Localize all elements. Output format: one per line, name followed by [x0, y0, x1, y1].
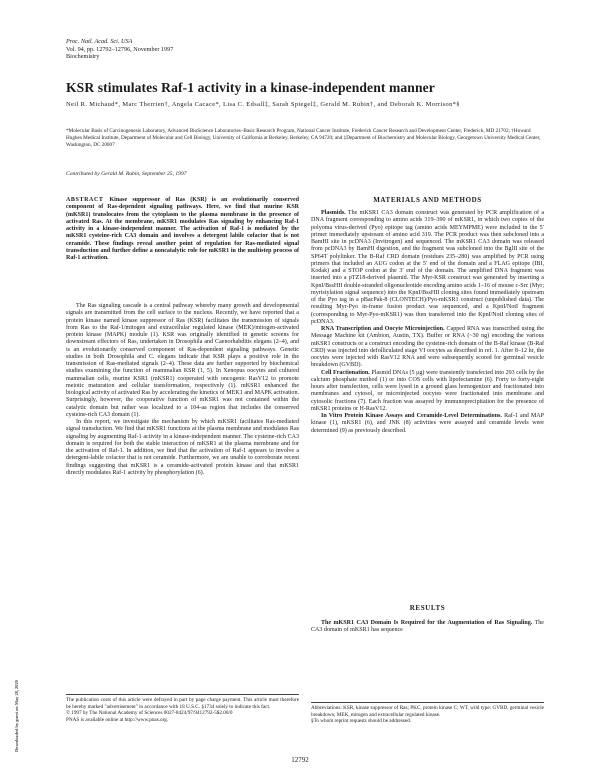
results-subhead: The mKSR1 CA3 Domain Is Required for the Augmentation of Ras Signaling.: [321, 620, 533, 626]
footnote-divider-right: [311, 702, 544, 703]
download-watermark: Downloaded by guest on May 28, 2020: [14, 680, 19, 752]
methods-plasmids-head: Plasmids.: [321, 210, 346, 216]
footnote-publication-costs: The publication costs of this article were defrayed in part by page charge payment. This article must therefore be hereby marked "advertisement" in accordance with 18 U.S.C. §1734 solely to indicate this fact.: [66, 697, 299, 710]
introduction: [66, 303, 299, 477]
abstract: [66, 197, 299, 263]
footnote-online: PNAS is available online at http://www.pnas.org.: [66, 716, 169, 723]
footnote-right: [311, 705, 544, 725]
journal-header: [66, 38, 173, 61]
methods-rna-head: RNA Transcription and Oocyte Microinjection.: [321, 326, 445, 332]
footnote-left: [66, 697, 299, 723]
journal-volume: Vol. 94, pp. 12792–12796, November 1997: [66, 45, 174, 53]
intro-paragraph-1: The Ras signaling cascade is a central pathway whereby many growth and developmental signals are transmitted from the cell surface to the nucleus. Recently, we have reported that a protein kinase named kinase suppressor of Ras (KSR) facilitates the transmission of signals from Ras to the Raf-1/mitogen and extracellular regulated kinase (MEK)/mitogen-activated protein kinase (MAPK) module (1). KSR was originally identified in genetic screens for downstream effectors of Ras, undertaken in Drosophila and Caenorhabditis elegans (2–4), and is an evolutionarily conserved component of Ras-dependent signaling pathways. Genetic studies in both Drosophila and C. elegans indicate that KSR plays a positive role in the transmission of Ras-mediated signals (2–4). These data are further supported by biochemical studies examining the function of mammalian KSR (1, 5). In Xenopus oocytes and cultured mammalian cells, murine KSR1 (mKSR1) cooperated with oncogenic RasV12 to promote meiotic maturation and cellular transformation, respectively (1). mKSR1 enhanced the biological activity of activated Ras by accelerating the kinetics of MEK1 and MAPK activation. Surprisingly, however, the cooperative function of mKSR1 was not contained within the catalytic domain but rather was localized to a 104-aa region that includes the conserved cysteine-rich CA3 domain (1).: [66, 303, 299, 418]
page-number: 12792: [291, 756, 309, 764]
author-list: Neil R. Michaud*, Marc Therrien†, Angela Cacace*, Lisa C. Edsall‡, Sarah Spiegel‡, Gerald M. Rubin†, and Deborah K. Morrison*§: [66, 101, 460, 108]
footnote-divider-left: [66, 694, 299, 695]
methods-invitro-head: In Vitro Protein Kinase Assays and Ceramide-Level Determinations.: [321, 413, 502, 419]
article-title: KSR stimulates Raf-1 activity in a kinase-independent manner: [66, 80, 435, 95]
methods-heading: MATERIALS AND METHODS: [373, 196, 482, 204]
contributed-line: Contributed by Gerald M. Rubin, September 25, 1997: [66, 171, 187, 177]
footnote-copyright: © 1997 by The National Academy of Sciences 0027-8424/97/9412792-5$2.00/0: [66, 710, 233, 717]
methods-section: [311, 210, 544, 435]
intro-paragraph-2: In this report, we investigate the mechanism by which mKSR1 facilitates Ras-mediated signal transduction. We find that mKSR1 functions at the plasma membrane and modulates Ras signaling by augmenting Raf-1 activity in a kinase-independent manner. The cysteine-rich CA3 domain is required for both the stable interaction of mKSR1 at the plasma membrane and for the activation of Raf-1. In addition, we find that the activation of Raf-1 appears to involve a detergent-labile cofactor that is not ceramide. Furthermore, we are unable to corroborate recent findings suggesting that mKSR1 is a ceramide-activated protein kinase and that mKSR1 directly modulates Raf-1 activity by phosphorylation (6).: [66, 419, 299, 476]
abstract-text: Kinase suppressor of Ras (KSR) is an evolutionarily conserved component of Ras-dependent signaling pathways. Here, we find that murine KSR (mKSR1) translocates from the cytoplasm to the plasma membrane in the presence of activated Ras. At the membrane, mKSR1 modulates Ras signaling by enhancing Raf-1 activity in a kinase-independent manner. The activation of Raf-1 is mediated by the mKSR1 cysteine-rich CA3 domain and involves a detergent labile cofactor that is not ceramide. These findings reveal another point of regulation for Ras-mediated signal transduction and further define a noncatalytic role for mKSR1 in the multistep process of Raf-1 activation.: [66, 197, 299, 262]
footnote-abbreviations: Abbreviations: KSR, kinase suppressor of Ras; PKC, protein kinase C; WT, wild type; GVBD, germinal vesicle breakdown; MEK, mitogen and extracellular regulated kinase.: [311, 705, 544, 718]
methods-cell: Cell Fractionation. Plasmid DNAs (5 μg) were transiently transfected into 293 cells by the calcium phosphate method (1) or into COS cells with lipofectamine (6). Forty to forty-eight hours after transfection, cells were lysed in a ground glass homogenizer and fractionated into membranes and cytosol, or microinjected oocytes were fractionated into membrane and cytosolic fractions (7). Each fraction was assayed by immunoprecipitation for the presence of mKSR1 proteins or H-RasV12.: [311, 369, 545, 412]
journal-name: Proc. Natl. Acad. Sci. USA: [66, 38, 133, 45]
footnote-reprints: §To whom reprint requests should be addressed.: [311, 718, 412, 725]
methods-cell-head: Cell Fractionation.: [321, 369, 370, 376]
methods-rna: RNA Transcription and Oocyte Microinjection. Capped RNA was transcribed using the Message Machine kit (Ambion, Austin, TX). Buffer or RNA (~30 ng) encoding the various mKSR1 constructs or a construct encoding the cysteine-rich domain of the B-Raf kinase (B-Raf CRD) was injected into defolliculated stage VI oocytes as described in ref. 1. After 8–12 hr, the oocytes were injected with RasV12 RNA and were subsequently scored for germinal vesicle breakdown (GVBD).: [311, 326, 544, 369]
results-paragraph: The mKSR1 CA3 Domain Is Required for the Augmentation of Ras Signaling. The CA3 domain of mKSR1 has sequence: [311, 620, 544, 634]
affiliations: *Molecular Basis of Carcinogenesis Laboratory, Advanced BioScience Laboratories–Basic Research Program, National Cancer Institute, Frederick Cancer Research and Development Center, Frederick, MD 21702; †Howard Hughes Medical Institute, Department of Molecular and Cell Biology, University of California at Berkeley, Berkeley, CA 94720; and ‡Department of Biochemistry and Molecular Biology, Georgetown University Medical Center, Washington, DC 20007: [66, 128, 541, 148]
journal-section: Biochemistry: [66, 53, 100, 61]
results-heading: RESULTS: [409, 604, 446, 612]
abstract-label: ABSTRACT: [66, 197, 104, 203]
methods-plasmids: Plasmids. The mKSR1 CA3 domain construct was generated by PCR amplification of a DNA fragment corresponding to amino acids 319–390 of mKSR1, in which two copies of the polyoma virus-derived (Pyo) epitope tag (amino acids MEYMPME) were included in the 5′ primer immediately upstream of amino acid 319. The PCR product was then subcloned into a BamHI site in pcDNA3 (Invitrogen) and sequenced. The mKSR1 CA3 domain was released from pcDNA3 by BamHI digestion, and the fragment was subcloned into the BglII site of the SP64T polylinker. The B-Raf CRD domain (residues 235–280) was amplified by PCR using primers that included an AUG codon at the 5′ end of the domain and a FLAG epitope (IBI, Kodak) and a STOP codon at the 3′ end of the domain. The amplified DNA fragment was inserted into a pTZ18-derived plasmid. The Myr-KSR construct was generated by inserting a KpnI/BssHII double-stranded oligonucleotide encoding amino acids 1–16 of mouse c-Src (Myr; myristylation signal sequence) into the KpnI/BssHII cloning sites found immediately upstream of the Pyo tag in a pBacPak-8 (CLONTECH)/Pyo-mKSR1 construct (unpublished data). The resulting Myr-Pyo in-frame fusion product was sequenced, and a KpnI/NotI fragment (corresponding to Myr-Pyo-mKSR1) was then transferred into the KpnI/NotI cloning sites of pcDNA3.: [311, 210, 544, 325]
methods-invitro: In Vitro Protein Kinase Assays and Ceramide-Level Determinations. Raf-1 and MAP kinase (1), mKSR1 (6), and JNK (8) activities were assayed and ceramide levels were determined (9) as previously described.: [311, 413, 544, 434]
